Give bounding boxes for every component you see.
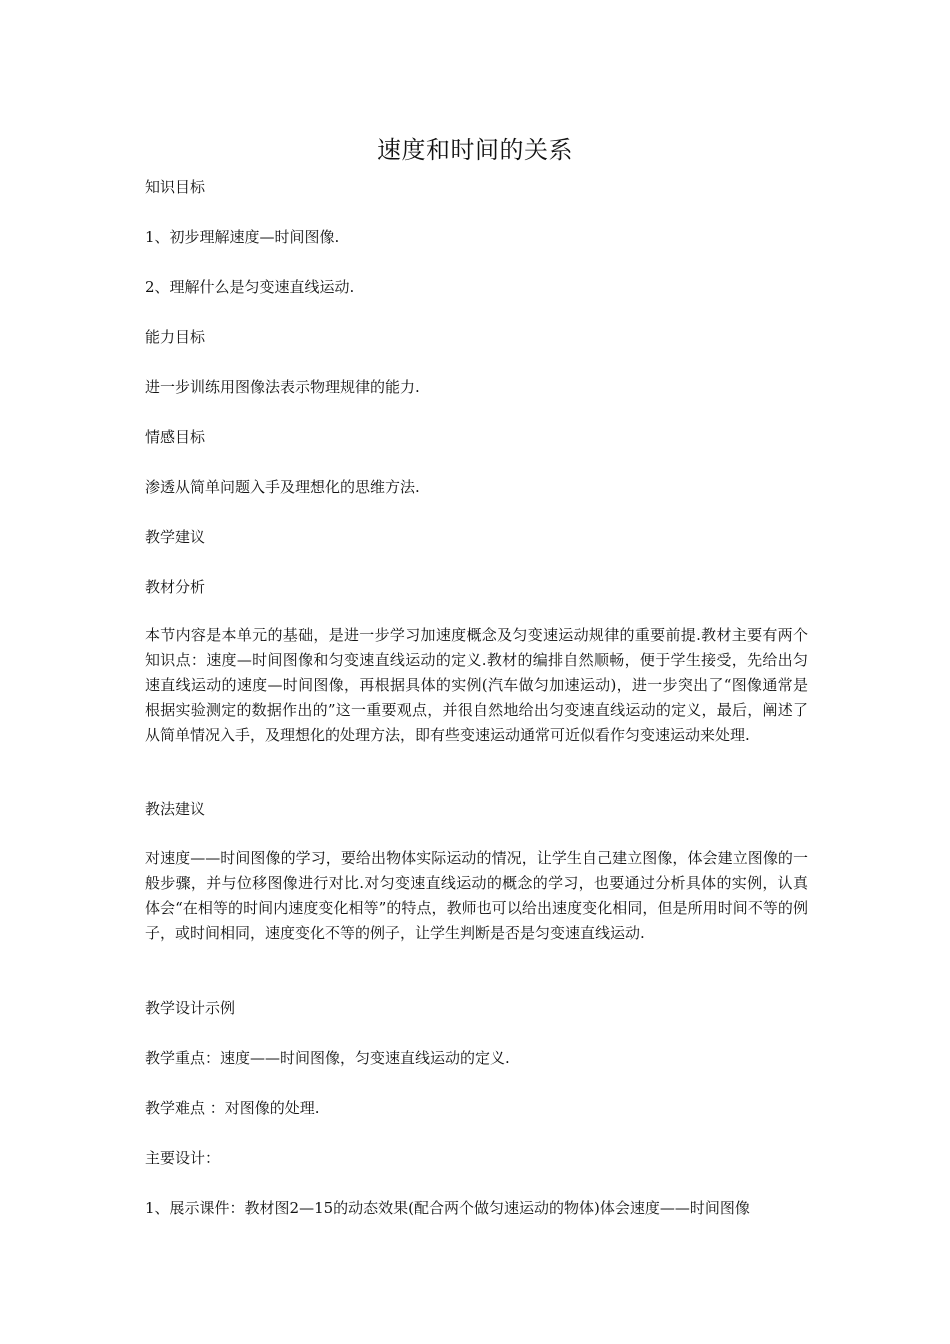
teaching-key-points: 教学重点：速度——时间图像，匀变速直线运动的定义.: [145, 1049, 510, 1067]
knowledge-goal-1: 1、初步理解速度—时间图像.: [145, 228, 340, 246]
heading-teaching-suggestions: 教学建议: [145, 528, 206, 546]
heading-ability-goals: 能力目标: [145, 328, 206, 346]
heading-emotion-goals: 情感目标: [145, 428, 206, 446]
teaching-difficulties: 教学难点 ：对图像的处理.: [145, 1099, 320, 1117]
textbook-analysis-text: 本节内容是本单元的基础，是进一步学习加速度概念及匀变速运动规律的重要前提.教材主要有两个知识点：速度—时间图像和匀变速直线运动的定义.教材的编排自然顺畅，便于学生接受，先给出匀速直线运动的速度—时间图像，再根据具体的实例(汽车做匀加速运动)，进一步突出了“图像通常是根据实验测定的数据作出的”这一重要观点，并很自然地给出匀变速直线运动的定义，最后，阐述了从简单情况入手，及理想化的处理方法，即有些变速运动通常可近似看作匀变速运动来处理.: [145, 626, 808, 744]
heading-design-example: 教学设计示例: [145, 999, 236, 1017]
document-title: 速度和时间的关系: [377, 136, 573, 164]
teaching-method-text: 对速度——时间图像的学习，要给出物体实际运动的情况，让学生自己建立图像，体会建立图像的一般步骤，并与位移图像进行对比.对匀变速直线运动的概念的学习，也要通过分析具体的实例，认真体会“在相等的时间内速度变化相等”的特点，教师也可以给出速度变化相同，但是所用时间不等的例子，或时间相同，速度变化不等的例子，让学生判断是否是匀变速直线运动.: [145, 849, 808, 942]
emotion-goal-text: 渗透从简单问题入手及理想化的思维方法.: [145, 478, 420, 496]
knowledge-goal-2: 2、理解什么是匀变速直线运动.: [145, 278, 355, 296]
heading-knowledge-goals: 知识目标: [145, 178, 206, 196]
heading-textbook-analysis: 教材分析: [145, 578, 206, 596]
heading-main-design: 主要设计：: [145, 1149, 221, 1167]
main-design-step-1: 1、展示课件：教材图2—15的动态效果(配合两个做匀速运动的物体)体会速度——时间图像: [145, 1199, 750, 1217]
ability-goal-text: 进一步训练用图像法表示物理规律的能力.: [145, 378, 420, 396]
heading-teaching-method: 教法建议: [145, 800, 206, 818]
